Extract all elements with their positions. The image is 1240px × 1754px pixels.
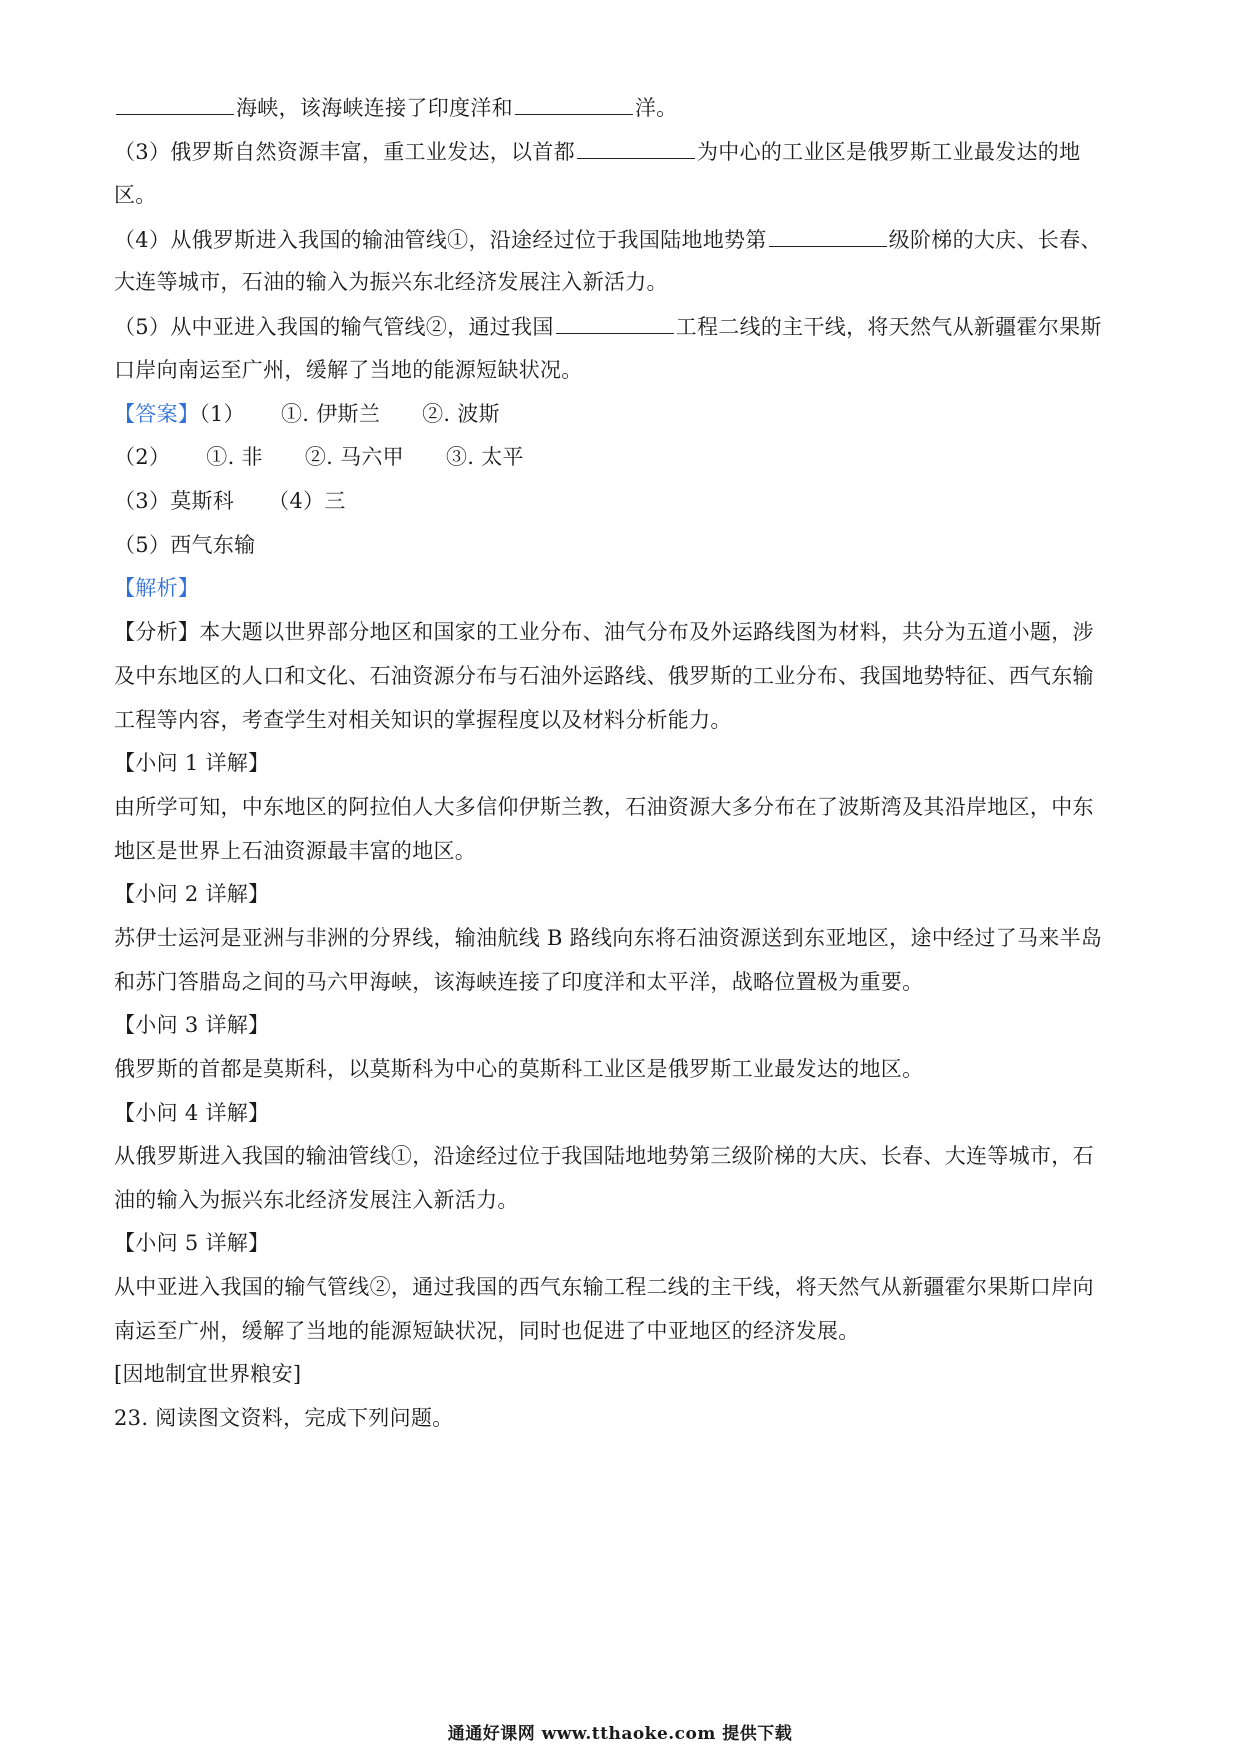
analysis-paragraph-line: 及中东地区的人口和文化、石油资源分布与石油外运路线、俄罗斯的工业分布、我国地势特征、西气东输 — [114, 664, 1094, 688]
answer-blank[interactable] — [515, 92, 633, 115]
page-footer-watermark: 通通好课网 www.tthaoke.com 提供下载 — [447, 1724, 793, 1744]
answer-line-4: （5）西气东输 — [114, 533, 256, 557]
answer-blank[interactable] — [769, 224, 887, 247]
answer-blank[interactable] — [556, 311, 674, 334]
subquestion-2-heading: 【小问 2 详解】 — [114, 882, 270, 906]
question-3-line-2: 区。 — [114, 183, 157, 207]
answer-tag: 【答案】 — [114, 402, 200, 426]
answer-blank[interactable] — [577, 136, 695, 159]
answer-line-1: 【答案】（1） ①. 伊斯兰 ②. 波斯 — [114, 402, 500, 426]
subquestion-4-text: 油的输入为振兴东北经济发展注入新活力。 — [114, 1188, 519, 1212]
subquestion-4-heading: 【小问 4 详解】 — [114, 1101, 270, 1125]
analysis-tag: 【解析】 — [114, 576, 200, 600]
subquestion-5-heading: 【小问 5 详解】 — [114, 1231, 270, 1255]
subquestion-4-text: 从俄罗斯进入我国的输油管线①，沿途经过位于我国陆地地势第三级阶梯的大庆、长春、大连等城市，石 — [114, 1144, 1094, 1168]
subquestion-1-heading: 【小问 1 详解】 — [114, 751, 270, 775]
section-title: [因地制宜世界粮安] — [114, 1362, 302, 1386]
subquestion-3-heading: 【小问 3 详解】 — [114, 1013, 270, 1037]
question-23: 23. 阅读图文资料，完成下列问题。 — [114, 1406, 454, 1430]
question-4: （4）从俄罗斯进入我国的输油管线①，沿途经过位于我国陆地地势第 级阶梯的大庆、长春、 — [114, 224, 1124, 255]
question-5: （5）从中亚进入我国的输气管线②，通过我国 工程二线的主干线，将天然气从新疆霍尔果斯 — [114, 311, 1124, 342]
question-4-line-2: 大连等城市，石油的输入为振兴东北经济发展注入新活力。 — [114, 270, 668, 294]
subquestion-5-text: 从中亚进入我国的输气管线②，通过我国的西气东输工程二线的主干线，将天然气从新疆霍尔果斯口岸向 — [114, 1275, 1094, 1299]
answer-line-2: （2） ①. 非 ②. 马六甲 ③. 太平 — [114, 445, 524, 469]
subquestion-1-text: 由所学可知，中东地区的阿拉伯人大多信仰伊斯兰教，石油资源大多分布在了波斯湾及其沿岸地区，中东 — [114, 795, 1094, 819]
subquestion-5-text: 南运至广州，缓解了当地的能源短缺状况，同时也促进了中亚地区的经济发展。 — [114, 1319, 860, 1343]
question-3: （3）俄罗斯自然资源丰富，重工业发达，以首都 为中心的工业区是俄罗斯工业最发达的地 — [114, 136, 1124, 167]
subquestion-2-text: 和苏门答腊岛之间的马六甲海峡，该海峡连接了印度洋和太平洋，战略位置极为重要。 — [114, 970, 924, 994]
subquestion-3-text: 俄罗斯的首都是莫斯科，以莫斯科为中心的莫斯科工业区是俄罗斯工业最发达的地区。 — [114, 1057, 924, 1081]
subquestion-2-text: 苏伊士运河是亚洲与非洲的分界线，输油航线 B 路线向东将石油资源送到东亚地区，途中经过了马来半岛 — [114, 926, 1103, 950]
subquestion-1-text: 地区是世界上石油资源最丰富的地区。 — [114, 839, 477, 863]
answer-blank[interactable] — [116, 92, 234, 115]
question-2-continuation: 海峡，该海峡连接了印度洋和 洋。 — [114, 92, 1124, 123]
question-5-line-2: 口岸向南运至广州，缓解了当地的能源短缺状况。 — [114, 358, 583, 382]
answer-line-3: （3）莫斯科 （4）三 — [114, 489, 346, 513]
analysis-paragraph-line: 【分析】本大题以世界部分地区和国家的工业分布、油气分布及外运路线图为材料，共分为五道小题，涉 — [114, 620, 1094, 644]
analysis-paragraph-line: 工程等内容，考查学生对相关知识的掌握程度以及材料分析能力。 — [114, 708, 732, 732]
